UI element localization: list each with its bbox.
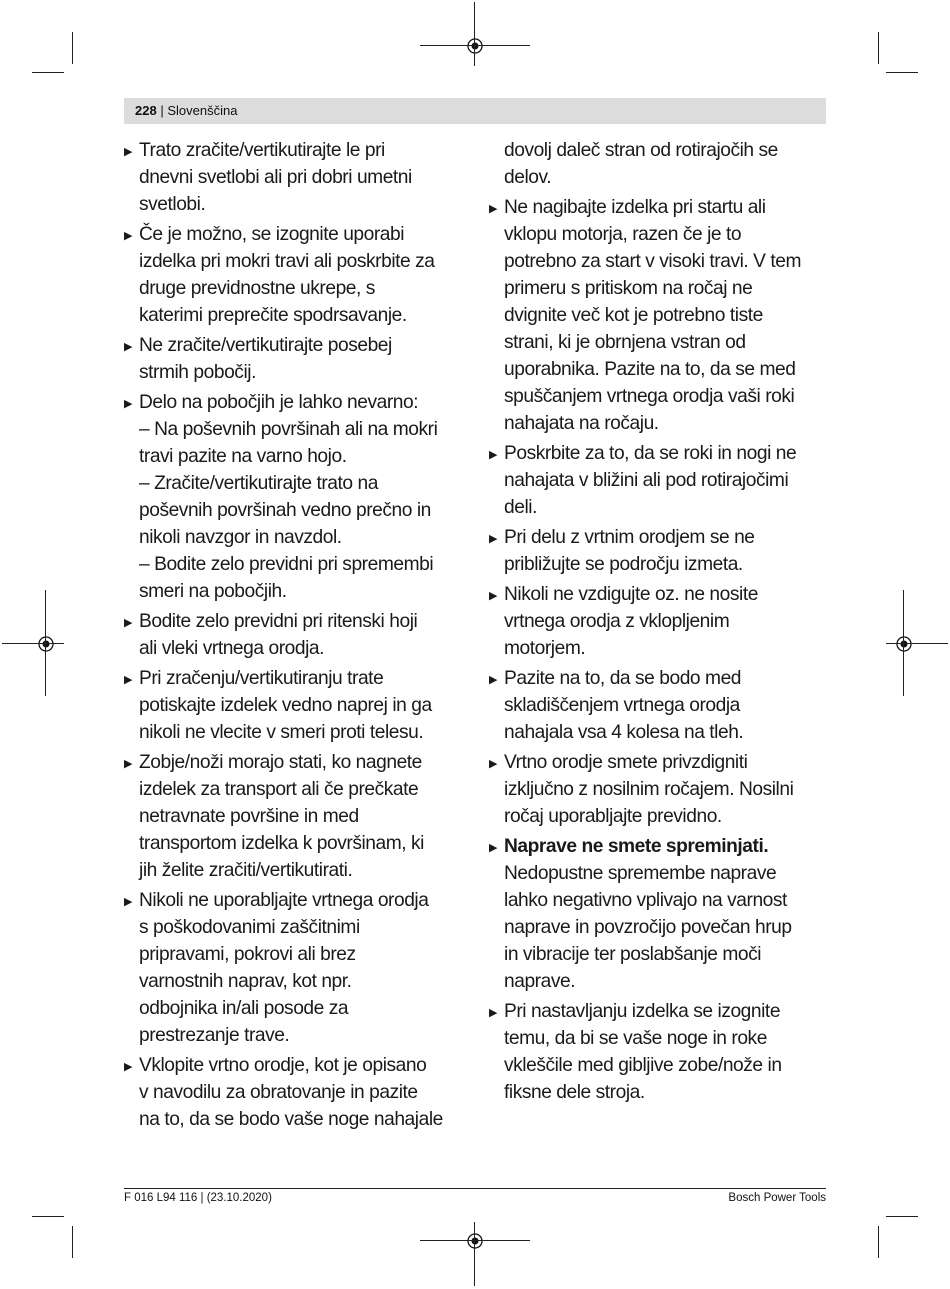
bullet-arrow-icon: ▶ <box>124 1061 133 1073</box>
text-line: Vklopite vrtno orodje, kot je opisano <box>139 1055 427 1076</box>
registration-mark-icon <box>466 1232 484 1250</box>
bullet-arrow-icon: ▶ <box>489 203 498 215</box>
text-line: – Bodite zelo previdni pri spremembi <box>139 554 434 575</box>
bullet-arrow-icon: ▶ <box>489 842 498 854</box>
header-separator: | <box>160 103 164 118</box>
text-line: Nikoli ne uporabljajte vrtnega orodja <box>139 890 429 911</box>
text-line: transportom izdelka k površinam, ki <box>139 833 424 854</box>
text-line: izdelek za transport ali če prečkate <box>139 779 419 800</box>
text-line: prestrezanje trave. <box>139 1025 290 1046</box>
list-item <box>489 440 829 521</box>
bullet-arrow-icon: ▶ <box>489 674 498 686</box>
list-item <box>124 221 469 329</box>
list-item <box>489 749 829 830</box>
crop-mark <box>903 590 904 696</box>
crop-mark <box>878 1226 879 1258</box>
footer-doc-ref: F 016 L94 116 | (23.10.2020) <box>124 1192 272 1204</box>
text-line: Če je možno, se izognite uporabi <box>139 224 405 245</box>
registration-mark-icon <box>895 635 913 653</box>
text-line: vkleščile med gibljive zobe/nože in <box>504 1055 782 1076</box>
text-line: deli. <box>504 497 537 518</box>
text-line: dvignite več kot je potrebno tiste <box>504 305 763 326</box>
text-line: Vrtno orodje smete privzdigniti <box>504 752 748 773</box>
crop-mark <box>72 32 73 64</box>
list-item <box>124 332 469 386</box>
text-line: Nikoli ne vzdigujte oz. ne nosite <box>504 584 758 605</box>
text-line: ročaj uporabljajte previdno. <box>504 806 722 827</box>
crop-mark <box>2 643 64 644</box>
text-line: Poskrbite za to, da se roki in nogi ne <box>504 443 797 464</box>
list-item <box>124 389 469 605</box>
text-line: v navodilu za obratovanje in pazite <box>139 1082 418 1103</box>
text-line: – Zračite/vertikutirajte trato na <box>139 473 378 494</box>
text-line: ali vleki vrtnega orodja. <box>139 638 324 659</box>
list-item <box>489 581 829 662</box>
crop-mark <box>474 2 475 66</box>
list-item <box>124 1052 469 1133</box>
text-line: s poškodovanimi zaščitnimi <box>139 917 360 938</box>
text-line: Ne zračite/vertikutirajte posebej <box>139 335 392 356</box>
text-line: vklopu motorja, razen če je to <box>504 224 742 245</box>
text-line: odbojnika in/ali posode za <box>139 998 349 1019</box>
continued-text <box>489 137 829 191</box>
crop-mark <box>72 1226 73 1258</box>
footer-brand: Bosch Power Tools <box>728 1192 826 1204</box>
text-line: nahajala vsa 4 kolesa na tleh. <box>504 722 744 743</box>
text-line: Bodite zelo previdni pri ritenski hoji <box>139 611 418 632</box>
text-line: poševnih površinah vedno prečno in <box>139 500 431 521</box>
list-item <box>124 749 469 884</box>
list-item <box>124 887 469 1049</box>
bullet-arrow-icon: ▶ <box>489 449 498 461</box>
text-line: dovolj daleč stran od rotirajočih se <box>504 140 778 161</box>
text-line: netravnate površine in med <box>139 806 359 827</box>
text-line: druge previdnostne ukrepe, s <box>139 278 375 299</box>
bullet-arrow-icon: ▶ <box>489 533 498 545</box>
text-line: naprave. <box>504 971 576 992</box>
text-line: skladiščenjem vrtnega orodja <box>504 695 740 716</box>
text-line: strmih pobočij. <box>139 362 256 383</box>
text-line: jih želite zračiti/vertikutirati. <box>139 860 353 881</box>
text-line: potrebno za start v visoki travi. V tem <box>504 251 802 272</box>
bullet-arrow-icon: ▶ <box>489 590 498 602</box>
text-line: fiksne dele stroja. <box>504 1082 645 1103</box>
bullet-arrow-icon: ▶ <box>124 617 133 629</box>
text-line: izdelka pri mokri travi ali poskrbite za <box>139 251 435 272</box>
text-line: delov. <box>504 167 552 188</box>
text-line: vrtnega orodja z vklopljenim <box>504 611 730 632</box>
text-line: na to, da se bodo vaše noge nahajale <box>139 1109 443 1130</box>
text-line: izključno z nosilnim ročajem. Nosilni <box>504 779 794 800</box>
text-line: lahko negativno vplivajo na varnost <box>504 890 787 911</box>
crop-mark <box>886 72 918 73</box>
text-line: pripravami, pokrovi ali brez <box>139 944 356 965</box>
crop-mark <box>886 1216 918 1217</box>
text-line: Ne nagibajte izdelka pri startu ali <box>504 197 766 218</box>
crop-mark <box>45 590 46 696</box>
text-line: svetlobi. <box>139 194 206 215</box>
list-item <box>489 833 829 995</box>
text-line: temu, da bi se vaše noge in roke <box>504 1028 767 1049</box>
bullet-arrow-icon: ▶ <box>124 896 133 908</box>
bullet-arrow-icon: ▶ <box>489 758 498 770</box>
text-line: Pri delu z vrtnim orodjem se ne <box>504 527 755 548</box>
crop-mark <box>886 643 948 644</box>
crop-mark <box>474 1222 475 1286</box>
text-line: Zobje/noži morajo stati, ko nagnete <box>139 752 422 773</box>
text-line: smeri na pobočjih. <box>139 581 287 602</box>
text-line: spuščanjem vrtnega orodja vaši roki <box>504 386 795 407</box>
list-item <box>489 524 829 578</box>
text-line: primeru s pritiskom na ročaj ne <box>504 278 753 299</box>
text-line: nikoli navzgor in navzdol. <box>139 527 342 548</box>
text-line: Pri zračenju/vertikutiranju trate <box>139 668 384 689</box>
footer-rule <box>124 1188 826 1189</box>
crop-mark <box>420 1240 530 1241</box>
registration-mark-icon <box>466 37 484 55</box>
text-line: Delo na pobočjih je lahko nevarno: <box>139 392 419 413</box>
text-line: naprave in povzročijo povečan hrup <box>504 917 792 938</box>
bullet-arrow-icon: ▶ <box>124 146 133 158</box>
bullet-arrow-icon: ▶ <box>124 758 133 770</box>
text-line: dnevni svetlobi ali pri dobri umetni <box>139 167 412 188</box>
header-language: Slovenščina <box>167 103 238 118</box>
text-line: in vibracije ter poslabšanje moči <box>504 944 762 965</box>
text-line: nahajata na ročaju. <box>504 413 659 434</box>
text-line: nikoli ne vlecite v smeri proti telesu. <box>139 722 424 743</box>
left-column <box>124 137 469 1136</box>
page-number: 228 <box>135 103 157 118</box>
list-item <box>124 137 469 218</box>
crop-mark <box>32 72 64 73</box>
crop-mark <box>420 45 530 46</box>
text-line: strani, ki je obrnjena vstran od <box>504 332 746 353</box>
bullet-arrow-icon: ▶ <box>124 674 133 686</box>
registration-mark-icon <box>37 635 55 653</box>
text-line: – Na poševnih površinah ali na mokri <box>139 419 438 440</box>
page-header <box>135 102 237 120</box>
list-item <box>489 194 829 437</box>
bullet-arrow-icon: ▶ <box>124 398 133 410</box>
list-item <box>489 998 829 1106</box>
text-line: približujte se področju izmeta. <box>504 554 743 575</box>
list-item <box>124 608 469 662</box>
list-item <box>489 665 829 746</box>
crop-mark <box>32 1216 64 1217</box>
text-line: varnostnih naprav, kot npr. <box>139 971 352 992</box>
bullet-arrow-icon: ▶ <box>489 1007 498 1019</box>
text-line: uporabnika. Pazite na to, da se med <box>504 359 796 380</box>
bullet-arrow-icon: ▶ <box>124 230 133 242</box>
list-item <box>124 665 469 746</box>
text-line: potiskajte izdelek vedno naprej in ga <box>139 695 432 716</box>
text-line: Nedopustne spremembe naprave <box>504 863 777 884</box>
text-line: Pri nastavljanju izdelka se izognite <box>504 1001 781 1022</box>
text-line: katerimi preprečite spodrsavanje. <box>139 305 407 326</box>
text-line: travi pazite na varno hojo. <box>139 446 347 467</box>
text-line: Pazite na to, da se bodo med <box>504 668 742 689</box>
right-column <box>489 137 829 1109</box>
text-line: Naprave ne smete spreminjati. <box>504 836 769 857</box>
crop-mark <box>878 32 879 64</box>
text-line: nahajata v bližini ali pod rotirajočimi <box>504 470 789 491</box>
text-line: Trato zračite/vertikutirajte le pri <box>139 140 385 161</box>
bullet-arrow-icon: ▶ <box>124 341 133 353</box>
text-line: motorjem. <box>504 638 586 659</box>
